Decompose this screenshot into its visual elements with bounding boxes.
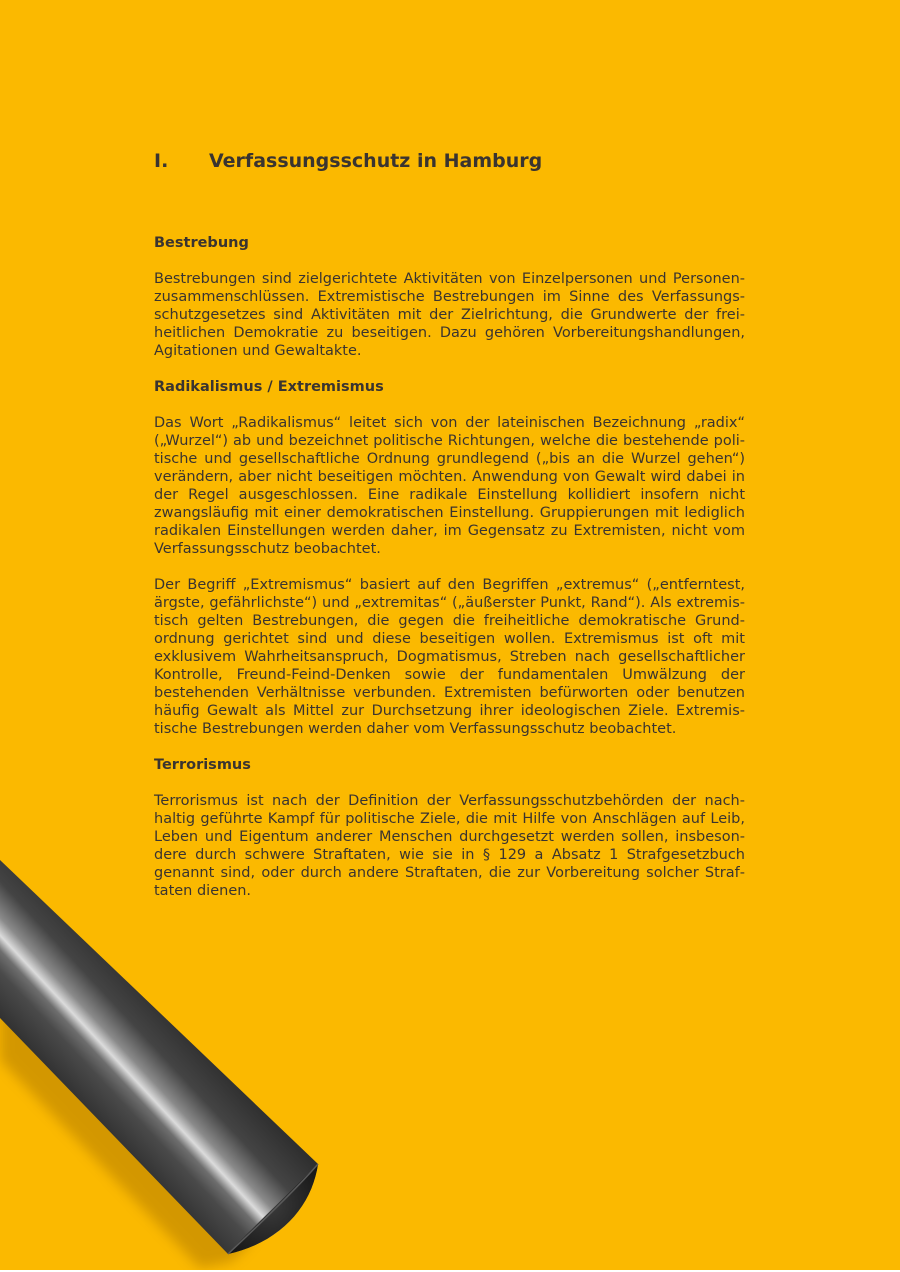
page-content xyxy=(154,148,745,918)
pipe-illustration-icon xyxy=(0,840,340,1270)
section-heading: Radikalismus / Extremismus xyxy=(154,379,384,395)
chapter-number: I. xyxy=(154,150,169,172)
paragraph: Der Begriff „Extremismus“ basiert auf den Begriffen „extremus“ („entferntest, ärgste, gefährlichste“) und „extremitas“ („äußerster Punkt, Rand“). Als extremistisch gelten Bestrebungen, die gegen die freiheitliche demokratische Grundordnung gerichtet sind und diese beseitigen wollen. Extremismus ist oft mit exklusivem Wahrheitsanspruch, Dogmatismus, Streben nach gesellschaftlicher Kontrolle, Freund-Feind-Denken sowie der fundamentalen Umwälzung der bestehenden Verhältnisse verbunden. Extremisten befürworten oder benutzen häufig Gewalt als Mittel zur Durchsetzung ihrer ideologischen Ziele. Extremistische Bestrebungen werden daher vom Verfassungsschutz beobachtet. xyxy=(154,577,745,737)
paragraph: Terrorismus ist nach der Definition der Verfassungsschutzbehörden der nachhaltig geführte Kampf für politische Ziele, die mit Hilfe von Anschlägen auf Leib, Leben und Eigentum anderer Menschen durchgesetzt werden sollen, insbesondere durch schwere Straftaten, wie sie in § 129 a Absatz 1 Strafgesetzbuch genannt sind, oder durch andere Straftaten, die zur Vorbereitung solcher Straftaten dienen. xyxy=(154,793,745,899)
section-bestrebung xyxy=(154,234,745,360)
paragraph: Bestrebungen sind zielgerichtete Aktivitäten von Einzelpersonen und Personenzusammenschlüssen. Extremistische Bestrebungen im Sinne des Verfassungsschutzgesetzes sind Aktivitäten mit der Zielrichtung, die Grundwerte der freiheitlichen Demokratie zu beseitigen. Dazu gehören Vorbereitungshandlungen, Agitationen und Gewaltakte. xyxy=(154,271,745,359)
section-heading: Terrorismus xyxy=(154,757,251,773)
section-heading: Bestrebung xyxy=(154,235,249,251)
chapter-title: Verfassungsschutz in Hamburg xyxy=(209,150,543,172)
section-radikalismus-extremismus xyxy=(154,378,745,738)
chapter-heading xyxy=(154,148,745,174)
paragraph: Das Wort „Radikalismus“ leitet sich von der lateinischen Bezeichnung „radix“ („Wurzel“) ab und bezeichnet politische Richtungen, welche die bestehende politische und gesellschaftliche Ordnung grundlegend („bis an die Wurzel gehen“) verändern, aber nicht beseitigen möchten. Anwendung von Gewalt wird dabei in der Regel ausgeschlossen. Eine radikale Einstellung kollidiert insofern nicht zwangsläufig mit einer demokratischen Einstellung. Gruppierungen mit lediglich radikalen Einstellungen werden daher, im Gegensatz zu Extremisten, nicht vom Verfassungsschutz beobachtet. xyxy=(154,415,745,557)
